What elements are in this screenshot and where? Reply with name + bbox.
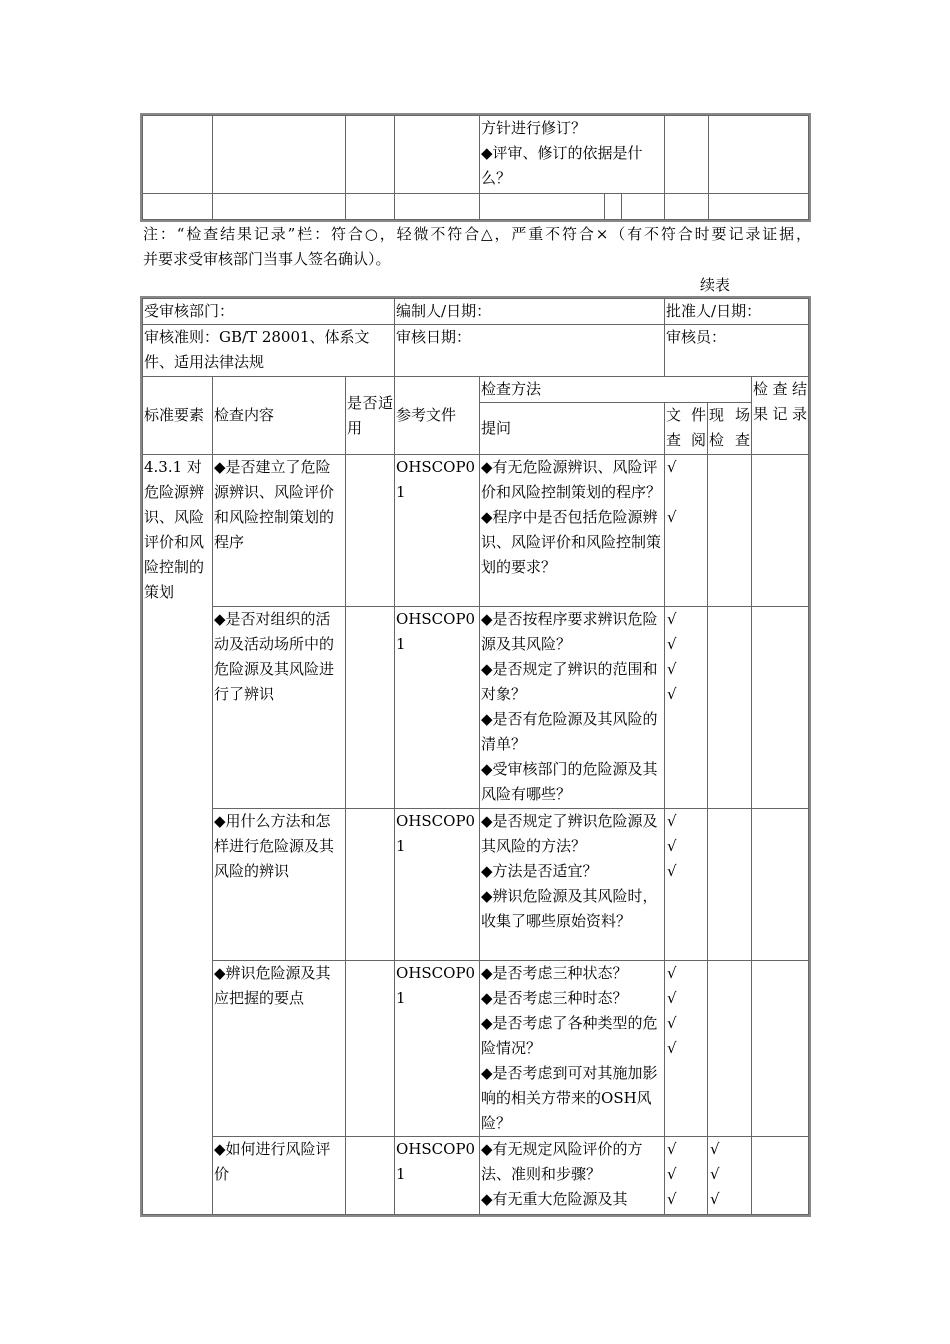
col-header-reference: 参考文件: [395, 377, 480, 455]
col-header-element: 标准要素: [143, 377, 213, 455]
doc-review-mark: √ √ √: [665, 1137, 708, 1215]
reference-doc-cell: OHSCOP01: [395, 1137, 480, 1215]
check-content-cell: ◆用什么方法和怎样进行危险源及其风险的辨识: [213, 809, 346, 961]
doc-review-mark: √ √ √ √: [665, 607, 708, 809]
fragment-question-line: 么？: [481, 169, 512, 187]
question-item: ◆有无重大危险源及其: [481, 1190, 628, 1208]
fragment-empty-cell: [395, 194, 480, 220]
question-item: ◆是否考虑三种时态？: [481, 989, 628, 1007]
result-legend-note: [143, 222, 811, 272]
table-row: [143, 607, 809, 809]
question-item: ◆受审核部门的危险源及其风险有哪些？: [481, 760, 658, 803]
previous-table-fragment: [142, 115, 809, 220]
question-item: ◆是否规定了辨识的范围和对象？: [481, 660, 658, 703]
question-item: ◆是否有危险源及其风险的清单？: [481, 710, 658, 753]
applicable-cell: [346, 607, 395, 809]
question-cell: [480, 607, 665, 809]
fragment-cell-content: [213, 116, 346, 194]
fragment-cell-applicable: [346, 116, 395, 194]
col-header-doc-review: 文件查阅: [665, 403, 708, 455]
audit-criteria-field: 审核准则：GB/T 28001、体系文件、适用法律法规: [143, 325, 395, 377]
result-record-cell: [752, 809, 809, 961]
check-content-cell: ◆是否建立了危险源辨识、风险评价和风险控制策划的程序: [213, 455, 346, 607]
check-content-cell: ◆辨识危险源及其应把握的要点: [213, 961, 346, 1137]
site-check-mark: [708, 455, 752, 607]
applicable-cell: [346, 1137, 395, 1215]
audited-dept-field: 受审核部门：: [143, 299, 395, 325]
question-cell: [480, 961, 665, 1137]
continued-label: 续表: [700, 276, 731, 294]
question-item: ◆是否规定了辨识危险源及其风险的方法？: [481, 812, 658, 855]
result-record-cell: [752, 1137, 809, 1215]
question-item: ◆是否考虑了各种类型的危险情况？: [481, 1014, 658, 1057]
applicable-cell: [346, 961, 395, 1137]
standard-element-cell: 4.3.1 对危险源辨识、风险评价和风险控制的策划: [143, 455, 213, 1215]
result-record-cell: [752, 455, 809, 607]
fragment-empty-cell: [605, 194, 622, 220]
check-content-cell: ◆如何进行风险评价: [213, 1137, 346, 1215]
col-header-question: 提问: [480, 403, 665, 455]
question-item: ◆有无规定风险评价的方法、准则和步骤？: [481, 1140, 643, 1183]
fragment-cell-reference: [395, 116, 480, 194]
fragment-empty-cell: [213, 194, 346, 220]
col-header-content: 检查内容: [213, 377, 346, 455]
col-header-method: 检查方法: [480, 377, 752, 403]
prepared-by-field: 编制人/日期：: [395, 299, 665, 325]
question-item: ◆程序中是否包括危险源辨识、风险评价和风险控制策划的要求？: [481, 508, 662, 576]
col-header-applicable: 是否适用: [346, 377, 395, 455]
question-item: ◆方法是否适宜？: [481, 862, 598, 880]
question-item: ◆有无危险源辨识、风险评价和风险控制策划的程序？: [481, 458, 662, 501]
fragment-question-line: 方针进行修订？: [481, 119, 587, 137]
doc-review-mark: √ √ √ √: [665, 961, 708, 1137]
fragment-empty-cell: [480, 194, 605, 220]
applicable-cell: [346, 455, 395, 607]
check-content-cell: ◆是否对组织的活动及活动场所中的危险源及其风险进行了辨识: [213, 607, 346, 809]
reference-doc-cell: OHSCOP01: [395, 961, 480, 1137]
fragment-empty-cell: [346, 194, 395, 220]
doc-review-mark: √ √ √: [665, 809, 708, 961]
table-row: [143, 1137, 809, 1215]
result-record-cell: [752, 607, 809, 809]
table-row: [143, 455, 809, 607]
fragment-cell-question: [480, 116, 665, 194]
fragment-cell-element: [143, 116, 213, 194]
fragment-empty-cell: [622, 194, 665, 220]
site-check-mark: √ √ √: [708, 1137, 752, 1215]
col-header-result: 检查结果记录: [752, 377, 809, 455]
site-check-mark: [708, 607, 752, 809]
question-item: ◆是否考虑到可对其施加影响的相关方带来的OSH风险？: [481, 1064, 658, 1132]
question-cell: [480, 455, 665, 607]
doc-review-mark: √ √: [665, 455, 708, 607]
question-cell: [480, 809, 665, 961]
note-line-1: 注：“检查结果记录”栏：符合○，轻微不符合△，严重不符合×（有不符合时要记录证据，: [143, 225, 811, 243]
fragment-empty-cell: [665, 194, 709, 220]
auditor-field: 审核员：: [665, 325, 809, 377]
col-header-site-check: 现场检查: [708, 403, 752, 455]
question-item: ◆是否考虑三种状态？: [481, 964, 628, 982]
question-item: ◆辨识危险源及其风险时，收集了哪些原始资料？: [481, 887, 658, 930]
reference-doc-cell: OHSCOP01: [395, 809, 480, 961]
table-row: [143, 809, 809, 961]
fragment-cell-result: [709, 116, 809, 194]
site-check-mark: [708, 809, 752, 961]
audit-checklist-table: [142, 298, 809, 1215]
result-record-cell: [752, 961, 809, 1137]
reference-doc-cell: OHSCOP01: [395, 455, 480, 607]
fragment-cell-site: [665, 116, 709, 194]
fragment-empty-cell: [709, 194, 809, 220]
note-line-2: 并要求受审核部门当事人签名确认）。: [143, 250, 391, 268]
audit-date-field: 审核日期：: [395, 325, 665, 377]
question-item: ◆是否按程序要求辨识危险源及其风险？: [481, 610, 658, 653]
fragment-empty-cell: [143, 194, 213, 220]
approved-by-field: 批准人/日期：: [665, 299, 809, 325]
site-check-mark: [708, 961, 752, 1137]
applicable-cell: [346, 809, 395, 961]
reference-doc-cell: OHSCOP01: [395, 607, 480, 809]
fragment-question-line: ◆评审、修订的依据是什: [481, 144, 643, 162]
table-row: [143, 961, 809, 1137]
question-cell: [480, 1137, 665, 1215]
